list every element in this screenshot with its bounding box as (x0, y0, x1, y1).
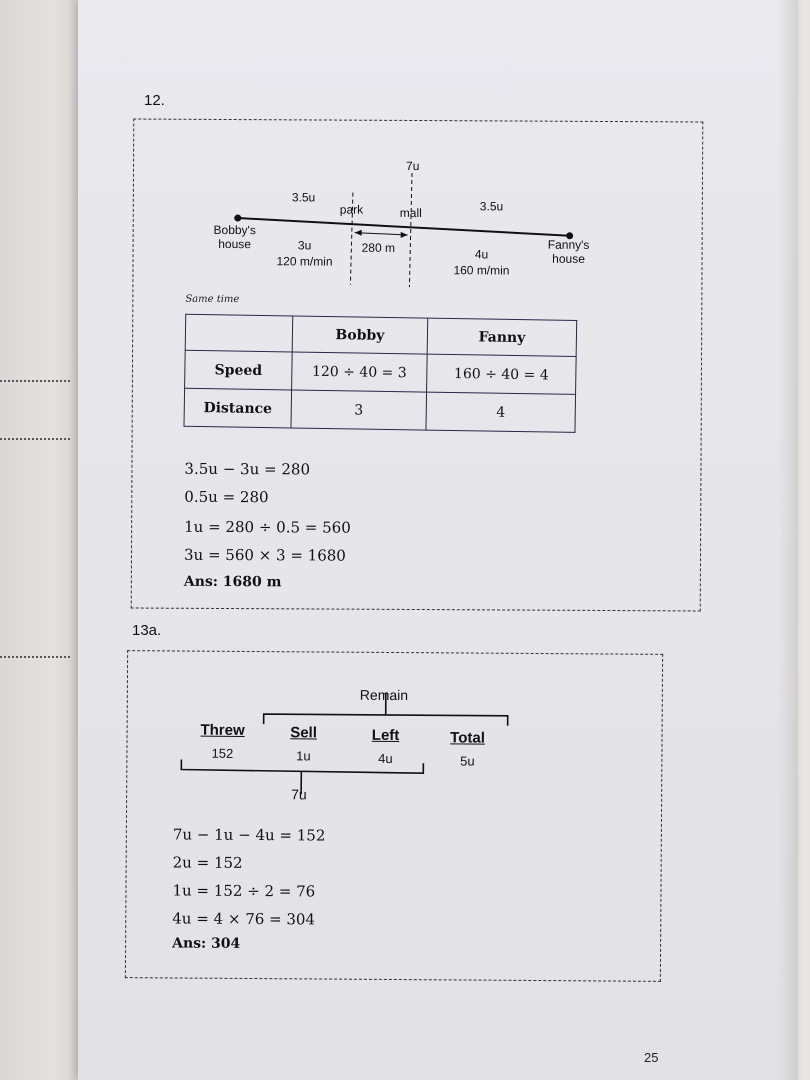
total-7u-label: 7u (406, 158, 420, 174)
mall-marker (409, 173, 412, 287)
sell-value: 1u (296, 748, 311, 764)
q12-step-4: 3u = 560 × 3 = 1680 (183, 545, 346, 565)
park-label: park (339, 202, 364, 217)
page-number: 25 (644, 1050, 659, 1065)
bobby-speed-label: 3u 120 m/min (276, 238, 333, 269)
q13a-step-4: 4u = 4 × 76 = 304 (172, 909, 316, 929)
q12-step-3: 1u = 280 ÷ 0.5 = 560 (184, 517, 351, 537)
q12-step-1: 3.5u − 3u = 280 (184, 459, 311, 479)
worksheet-page (78, 0, 798, 1080)
gap-arrow-left (355, 230, 362, 236)
route-line (238, 218, 570, 236)
row-speed-label: Speed (185, 350, 293, 390)
remain-label: Remain (359, 686, 409, 704)
gap-280m-label: 280 m (361, 240, 396, 255)
bobby-speed-cell: 120 ÷ 40 = 3 (292, 352, 428, 392)
left-value: 4u (378, 750, 393, 766)
row-distance-label: Distance (184, 388, 292, 428)
left-3-5u-label: 3.5u (291, 190, 316, 205)
underlying-dashed-line (0, 656, 70, 658)
sell-heading: Sell (290, 724, 317, 742)
q13a-step-1: 7u − 1u − 4u = 152 (172, 825, 326, 845)
underlying-dashed-line (0, 438, 70, 440)
fanny-speed-cell: 160 ÷ 40 = 4 (427, 354, 577, 394)
right-3-5u-label: 3.5u (479, 199, 504, 214)
threw-heading: Threw (200, 721, 245, 739)
q12-step-2: 0.5u = 280 (184, 487, 269, 507)
q12-answer: Ans: 1680 m (183, 573, 282, 591)
underlying-page-edge (0, 0, 90, 1080)
page-shadow (778, 0, 798, 1080)
question-12-answer-box (131, 119, 704, 612)
question-13a-number: 13a. (132, 622, 162, 639)
left-heading: Left (371, 726, 400, 745)
table-header-bobby: Bobby (292, 316, 428, 354)
fanny-house-label: Fanny's house (547, 237, 590, 266)
q13a-answer: Ans: 304 (172, 935, 241, 952)
question-13a-answer-box (125, 650, 663, 982)
table-header-fanny: Fanny (427, 318, 577, 356)
threw-value: 152 (211, 745, 234, 761)
fanny-speed-label: 4u 160 m/min (453, 247, 510, 278)
total-7u-label: 7u (291, 786, 307, 803)
bobby-house-label: Bobby's house (213, 222, 256, 252)
bobby-distance-cell: 3 (291, 390, 427, 430)
underlying-dashed-line (0, 380, 70, 382)
fanny-distance-cell: 4 (426, 392, 576, 432)
total-heading: Total (450, 729, 485, 747)
table-header-empty (185, 314, 293, 352)
q13a-step-3: 1u = 152 ÷ 2 = 76 (172, 881, 316, 901)
gap-arrow-line (355, 233, 408, 235)
same-time-note: Same time (185, 293, 240, 306)
total-value: 5u (460, 753, 475, 769)
q13a-step-2: 2u = 152 (172, 853, 243, 872)
speed-distance-table (183, 314, 577, 433)
question-12-number: 12. (144, 92, 165, 109)
bobby-house-point (234, 215, 241, 222)
gap-arrow-right (401, 232, 408, 238)
mall-label: mall (399, 205, 422, 221)
